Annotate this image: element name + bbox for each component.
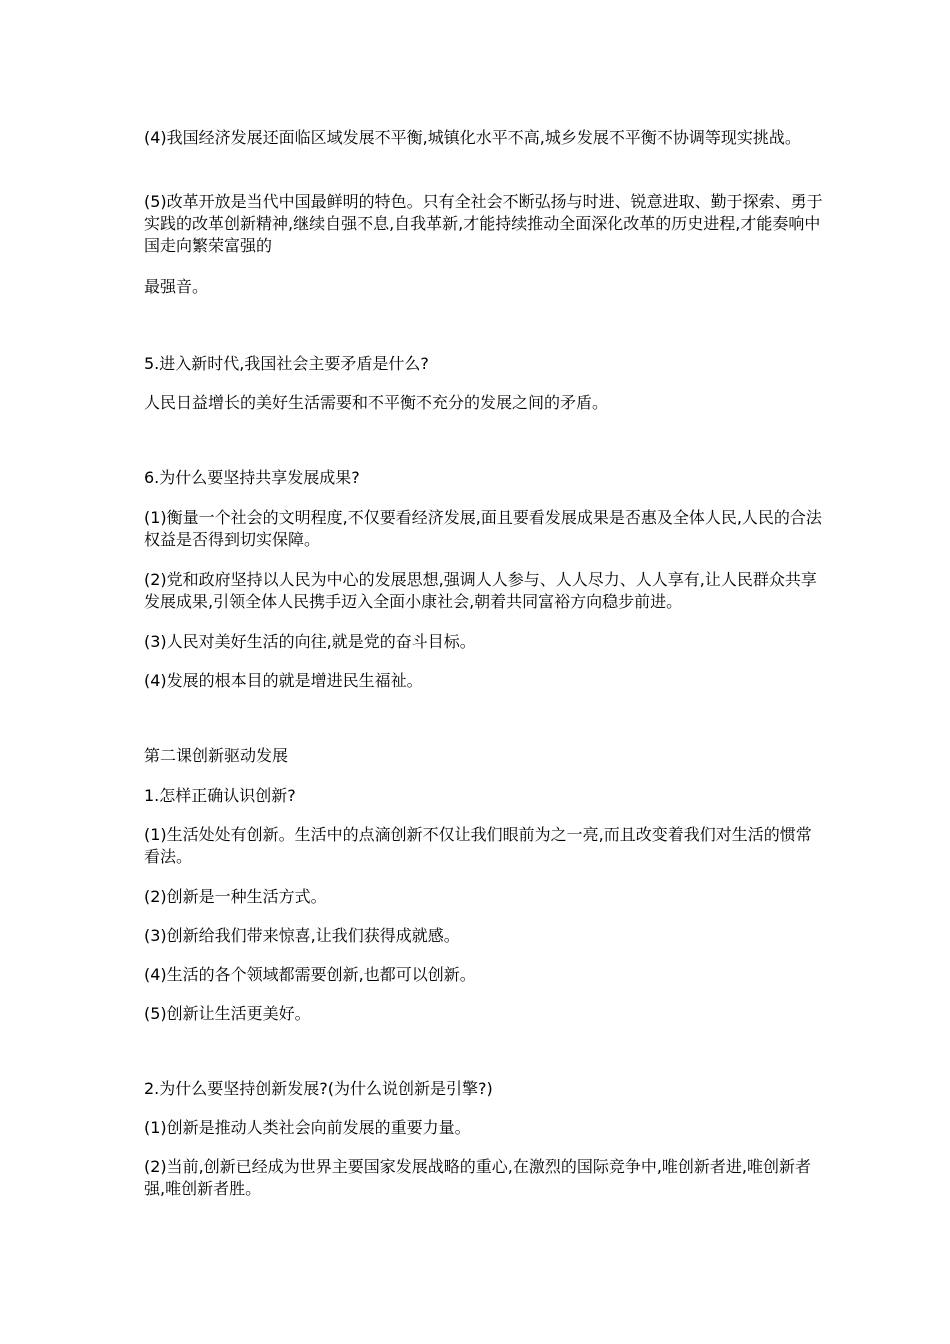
paragraph-fundamental-purpose: (4)发展的根本目的就是增进民生福祉。	[144, 671, 423, 690]
paragraph-innovation-better-life: (5)创新让生活更美好。	[144, 1004, 311, 1023]
question-understand-innovation: 1.怎样正确认识创新?	[144, 786, 296, 805]
lesson-title: 第二课创新驱动发展	[144, 746, 289, 765]
paragraph-regional-development: (4)我国经济发展还面临区域发展不平衡,城镇化水平不高,城乡发展不平衡不协调等现实挑战。	[144, 128, 801, 147]
paragraph-innovation-all-fields: (4)生活的各个领域都需要创新,也都可以创新。	[144, 965, 476, 984]
paragraph-innovation-surprise: (3)创新给我们带来惊喜,让我们获得成就感。	[144, 926, 460, 945]
paragraph-party-goal: (3)人民对美好生活的向往,就是党的奋斗目标。	[144, 632, 476, 651]
paragraph-reform-opening: (5)改革开放是当代中国最鲜明的特色。只有全社会不断弘扬与时进、锐意进取、勤于探索、勇于实践的改革创新精神,继续自强不息,自我革新,才能持续推动全面深化改革的历史进程,才能奏响中国走向繁荣富强的	[144, 192, 823, 255]
question-principal-contradiction: 5.进入新时代,我国社会主要矛盾是什么?	[144, 354, 429, 373]
paragraph-innovation-force: (1)创新是推动人类社会向前发展的重要力量。	[144, 1118, 471, 1137]
paragraph-strongest-voice: 最强音。	[144, 277, 209, 296]
question-why-innovation: 2.为什么要坚持创新发展?(为什么说创新是引擎?)	[144, 1079, 493, 1098]
question-shared-development: 6.为什么要坚持共享发展成果?	[144, 468, 360, 487]
answer-principal-contradiction: 人民日益增长的美好生活需要和不平衡不充分的发展之间的矛盾。	[144, 393, 609, 412]
paragraph-civilization-degree: (1)衡量一个社会的文明程度,不仅要看经济发展,面且要看发展成果是否惠及全体人民,人民的合法权益是否得到切实保障。	[144, 508, 822, 549]
paragraph-innovation-lifestyle: (2)创新是一种生活方式。	[144, 887, 327, 906]
paragraph-innovation-everywhere: (1)生活处处有创新。生活中的点滴创新不仅让我们眼前为之一亮,而且改变着我们对生活的惯常看法。	[144, 825, 812, 866]
paragraph-people-centered: (2)党和政府坚持以人民为中心的发展思想,强调人人参与、人人尽力、人人享有,让人民群众共享发展成果,引领全体人民携手迈入全面小康社会,朝着共同富裕方向稳步前进。	[144, 570, 817, 611]
paragraph-innovation-competition: (2)当前,创新已经成为世界主要国家发展战略的重心,在激烈的国际竞争中,唯创新者进,唯创新者强,唯创新者胜。	[144, 1157, 812, 1198]
